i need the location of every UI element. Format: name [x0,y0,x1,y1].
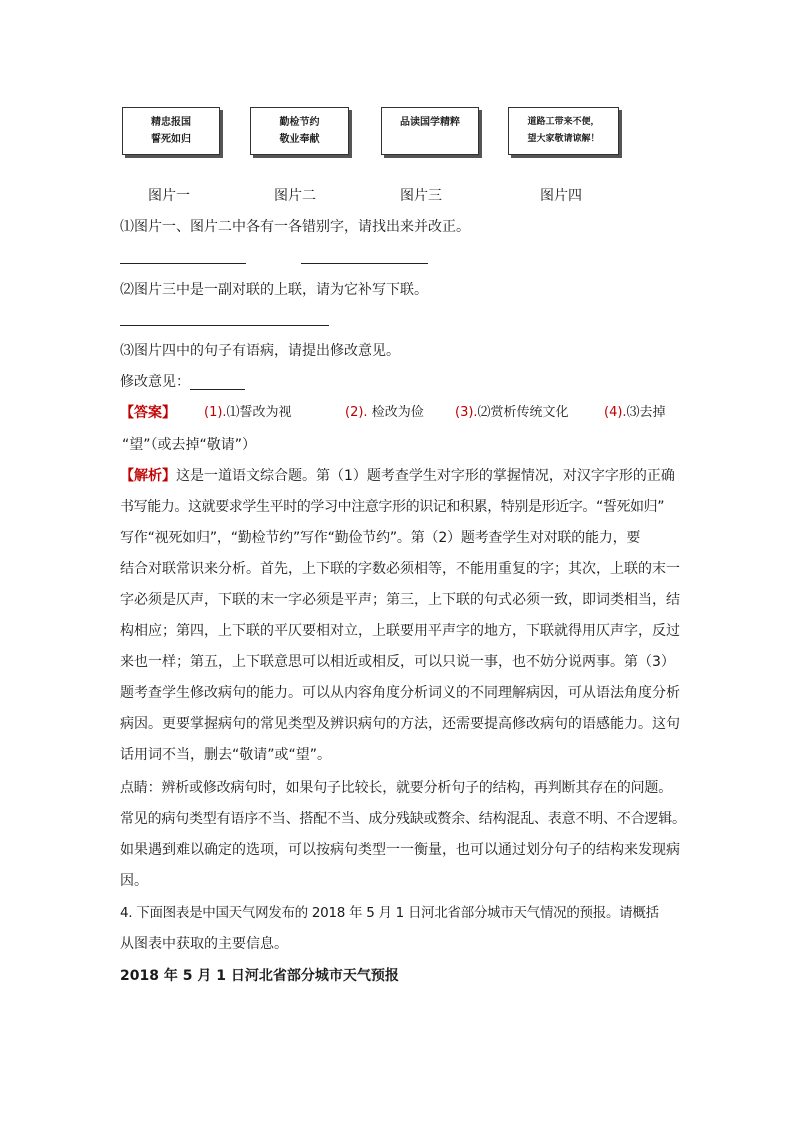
note-line-1: 点睛：辨析或修改病句时，如果句子比较长，就要分析句子的结构，再判断其存在的问题。 [120,780,672,796]
sign-1-line1: 精忠报国 [151,117,191,128]
question-4-line-1: 4. 下面图表是中国天气网发布的 2018 年 5 月 1 日河北省部分城市天气情况的预报。请概括 [120,905,659,921]
answer-item-1-text: ⑴誓改为视 [226,405,292,420]
note-line-4: 因。 [120,873,148,889]
analysis-line-3: 写作“视死如归”，“勤检节约”写作“勤俭节约”。第（2）题考查学生对对联的能力，要 [120,530,641,546]
answer-item-4-text: ⑶去掉 [626,405,666,420]
analysis-line-6: 构相应；第四，上下联的平仄要相对立，上联要用平声字的地方，下联就得用仄声字，反过 [120,623,680,639]
question-3: ⑶图片四中的句子有语病，请提出修改意见。 [120,343,400,359]
sign-2-line1: 勤检节约 [279,117,320,128]
caption-4: 图片四 [540,188,582,204]
answer-item-2 [345,404,424,422]
answer-item-2-num: (2). [345,405,368,420]
answer-continuation: “望”（或去掉“敬请”） [122,437,257,453]
analysis-line-8: 题考查学生修改病句的能力。可以从内容角度分析词义的不同理解病因，可从语法角度分析 [120,685,680,701]
question-2: ⑵图片三中是一副对联的上联，请为它补写下联。 [120,282,428,298]
answer-item-4 [604,404,666,422]
sign-2-line2: 敬业奉献 [279,134,320,145]
analysis-label: 【解析】 [120,468,176,484]
sign-image-1 [122,107,220,155]
analysis-line-5: 字必须是仄声，下联的末一字必须是平声；第三，上下联的句式必须一致，即词类相当，结 [120,592,680,608]
revision-label-text: 修改意见： [120,374,190,390]
analysis-line-1-text: 这是一道语文综合题。第（1）题考查学生对字形的掌握情况，对汉字字形的正确 [176,468,675,484]
answer-item-2-text: 检改为俭 [371,405,424,420]
question-1: ⑴图片一、图片二中各有一各错别字，请找出来并改正。 [120,219,470,235]
caption-1: 图片一 [148,188,190,204]
answer-item-1-num: (1). [204,405,227,420]
sign-3-line1: 品读国学精粹 [400,117,460,128]
note-line-3: 如果遇到难以确定的选项，可以按病句类型一一衡量，也可以通过划分句子的结构来发现病 [120,842,680,858]
answer-item-1 [204,404,292,422]
forecast-table-title: 2018 年 5 月 1 日河北省部分城市天气预报 [120,968,399,984]
sign-image-3 [381,107,479,155]
sign-1-line2: 誓死如归 [151,134,191,145]
sign-image-2 [250,107,349,155]
answer-blank-1a[interactable] [120,263,246,264]
analysis-line-1 [120,466,680,486]
question-4-line-2: 从图表中获取的主要信息。 [120,936,288,952]
answer-blank-1b[interactable] [301,263,428,264]
sign-image-4 [508,107,619,155]
answer-item-4-num: (4). [604,405,627,420]
caption-3: 图片三 [400,188,442,204]
analysis-line-4: 结合对联常识来分析。首先，上下联的字数必须相等，不能用重复的字；其次，上联的末一 [120,561,680,577]
note-line-2: 常见的病句类型有语序不当、搭配不当、成分残缺或赘余、结构混乱、表意不明、不合逻辑。 [120,811,686,827]
answer-label: 【答案】 [120,405,176,421]
sign-4-line2: 望大家敬请谅解！ [527,134,600,144]
answer-item-3-num: (3). [455,405,478,420]
answer-item-3-text: ⑵赏析传统文化 [477,405,569,420]
answer-item-3 [455,404,569,422]
answer-blank-2[interactable] [120,325,329,326]
analysis-line-2: 书写能力。这就要求学生平时的学习中注意字形的识记和积累，特别是形近字。“誓死如归” [120,499,665,515]
answer-blank-3[interactable] [190,389,245,390]
sign-4-line1: 道路工带来不便， [527,117,600,127]
caption-2: 图片二 [274,188,316,204]
analysis-line-7: 来也一样；第五，上下联意思可以相近或相反，可以只说一事，也不妨分说两事。第（3） [120,654,675,670]
analysis-line-10: 话用词不当，删去“敬请”或“望”。 [120,747,332,763]
analysis-line-9: 病因。更要掌握病句的常见类型及辨识病句的方法，还需要提高修改病句的语感能力。这句 [120,716,680,732]
